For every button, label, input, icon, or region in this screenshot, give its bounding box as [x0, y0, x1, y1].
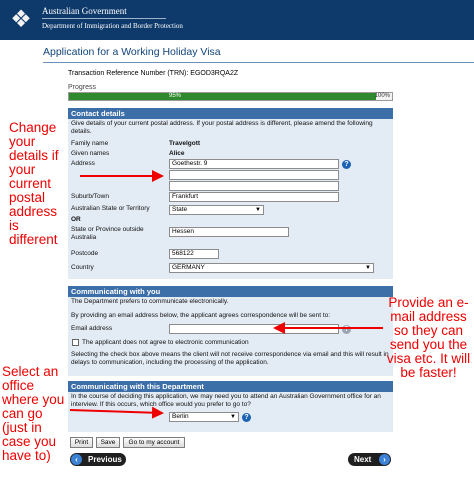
- dropdown-arrow-icon: ▼: [230, 414, 236, 420]
- email-input[interactable]: [169, 324, 339, 334]
- page-title: Application for a Working Holiday Visa: [43, 46, 221, 58]
- address-label: Address: [71, 160, 95, 167]
- state-label: Australian State or Territory: [71, 205, 150, 212]
- province-input[interactable]: Hessen: [169, 227, 289, 237]
- given-names-label: Given names: [71, 150, 110, 157]
- country-select-value: GERMANY: [172, 264, 205, 271]
- next-button[interactable]: [348, 453, 391, 466]
- office-text: In the course of deciding this application, we may need you to attend an Australian Government office for an interview. If this occurs, which office would you prefer to go to?: [71, 393, 381, 408]
- family-name-label: Family name: [71, 140, 109, 147]
- agree-text: By providing an email address below, the applicant agrees correspondence will be sent to:: [71, 312, 331, 319]
- address-line2-input[interactable]: [169, 170, 339, 180]
- family-name-value: Travelgott: [169, 140, 201, 147]
- office-select[interactable]: [169, 412, 239, 422]
- no-email-checkbox[interactable]: [72, 339, 79, 346]
- communication-section-header: Communicating with you: [68, 286, 393, 297]
- save-button[interactable]: Save: [96, 437, 120, 448]
- progress-label: Progress: [68, 84, 97, 91]
- postcode-input[interactable]: 568122: [169, 249, 219, 259]
- title-divider: [43, 62, 474, 63]
- communication-section: [68, 297, 393, 376]
- previous-label: Previous: [88, 455, 122, 464]
- department-section: [68, 392, 393, 432]
- progress-max: 100%: [374, 93, 390, 99]
- help-icon[interactable]: ?: [342, 160, 351, 169]
- contact-section-header: Contact details: [68, 108, 393, 119]
- gov-header: [0, 0, 474, 40]
- annotation-email: Provide an e-mail address so they can send you the visa etc. It will be faster!: [386, 295, 471, 380]
- address-line1-input[interactable]: Goethestr. 9: [169, 159, 339, 169]
- suburb-label: Suburb/Town: [71, 193, 109, 200]
- progress-bar: [68, 92, 393, 101]
- department-section-header: Communicating with this Department: [68, 381, 393, 392]
- chevron-right-icon: ›: [379, 454, 390, 465]
- help-icon[interactable]: ?: [242, 413, 251, 422]
- no-email-label: The applicant does not agree to electronic communication: [82, 339, 249, 346]
- coat-of-arms-icon: ❖: [10, 6, 32, 33]
- pref-text: The Department prefers to communicate electronically.: [71, 298, 229, 305]
- warning-text: Selecting the check box above means the client will not receive correspondence via email and this will result in delays to communication, including the processing of the application.: [71, 351, 389, 366]
- go-to-account-button[interactable]: Go to my account: [123, 437, 185, 448]
- chevron-left-icon: ‹: [71, 454, 82, 465]
- suburb-input[interactable]: Frankfurt: [169, 192, 339, 202]
- dropdown-arrow-icon: ▼: [365, 265, 371, 271]
- next-label: Next: [354, 455, 372, 464]
- progress-fill: [69, 93, 376, 100]
- contact-intro: Give details of your current postal address. If your postal address is different, please amend the following details.: [71, 120, 373, 135]
- state-select-value: State: [172, 206, 188, 213]
- province-label: State or Province outside Australia: [71, 226, 144, 241]
- contact-section: [68, 119, 393, 279]
- help-icon[interactable]: ?: [342, 325, 351, 334]
- email-label: Email address: [71, 325, 113, 332]
- given-names-value: Alice: [169, 150, 185, 157]
- dropdown-arrow-icon: ▼: [255, 207, 261, 213]
- address-line3-input[interactable]: [169, 181, 339, 191]
- postcode-label: Postcode: [71, 250, 99, 257]
- department-name: Department of Immigration and Border Protection: [42, 22, 183, 30]
- trn-text: Transaction Reference Number (TRN): EGOD3RQA2Z: [68, 70, 239, 77]
- annotation-address: Change your details if your current postal address is different: [9, 120, 59, 247]
- gov-name: Australian Government: [42, 6, 127, 16]
- previous-button[interactable]: [70, 453, 126, 466]
- state-select[interactable]: [169, 205, 264, 215]
- header-divider: [42, 18, 166, 19]
- country-select[interactable]: [169, 263, 374, 273]
- or-label: OR: [71, 216, 81, 223]
- progress-percent: 95%: [169, 93, 182, 99]
- office-select-value: Berlin: [172, 413, 189, 420]
- country-label: Country: [71, 264, 94, 271]
- annotation-office: Select an office where you can go (just in case you have to): [2, 364, 65, 463]
- print-button[interactable]: Print: [70, 437, 93, 448]
